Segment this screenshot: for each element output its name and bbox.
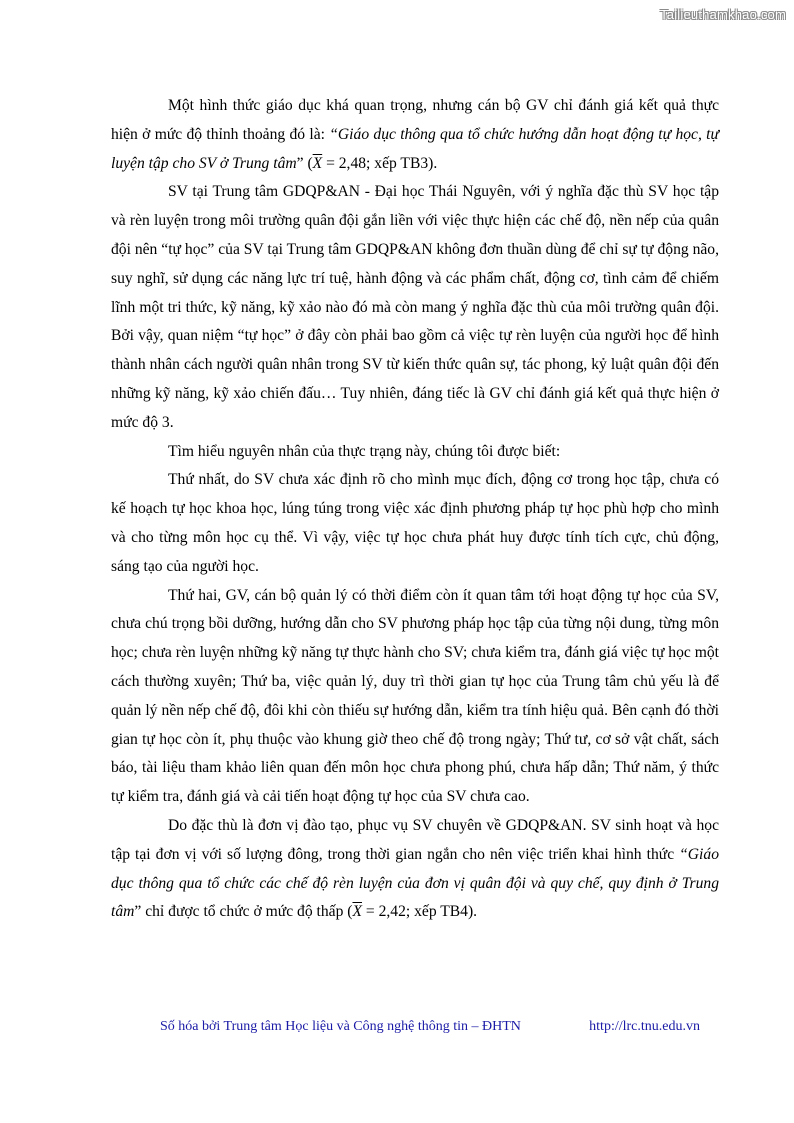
paragraph-6 xyxy=(111,812,719,927)
paragraph-3: Tìm hiểu nguyên nhân của thực trạng này, chúng tôi được biết: xyxy=(168,442,561,460)
footer-link[interactable]: http://lrc.tnu.edu.vn xyxy=(589,1019,700,1034)
paragraph-5: Thứ hai, GV, cán bộ quản lý có thời điểm còn ít quan tâm tới hoạt động tự học của SV, chưa chú trọng bồi dưỡng, hướng dẫn cho SV phương pháp học tập của từng nội dung, từng môn học; chưa rèn luyện những kỹ năng tự thực hành cho SV; chưa kiểm tra, đánh giá việc tự học một cách thường xuyên; Thứ ba, việc quản lý, duy trì thời gian tự học của Trung tâm chủ yếu là để quản lý nền nếp chế độ, đôi khi còn thiếu sự hướng dẫn, kiểm tra tính hiệu quả. Bên cạnh đó thời gian tự học còn ít, phụ thuộc vào khung giờ theo chế độ trong ngày; Thứ tư, cơ sở vật chất, sách báo, tài liệu tham khảo liên quan đến môn học chưa phong phú, chưa hấp dẫn; Thứ năm, ý thức tự kiểm tra, đánh giá và cải tiến hoạt động tự học của SV chưa cao. xyxy=(111,586,719,806)
p1-value: = 2,48; xếp TB3). xyxy=(322,154,438,172)
footer-credit: Số hóa bởi Trung tâm Học liệu và Công nghệ thông tin – ĐHTN xyxy=(160,1019,521,1034)
watermark: Tailieuthamkhao.com xyxy=(660,7,786,22)
mean-symbol: $\overline{X}$ xyxy=(312,154,323,172)
mean-symbol: $\overline{X}$ xyxy=(352,903,362,921)
paragraph-4: Thứ nhất, do SV chưa xác định rõ cho mình mục đích, động cơ trong học tập, chưa có kế hoạch tự học khoa học, lúng túng trong việc xác định phương pháp tự học phù hợp cho mình và cho từng môn học cụ thể. Vì vậy, việc tự học chưa phát huy được tính tích cực, chủ động, sáng tạo của người học. xyxy=(111,471,719,575)
p1-text-2: ” ( xyxy=(296,154,313,172)
p6-quote: “Giáo dục thông qua tổ chức các chế độ rèn luyện của đơn vị quân đội và quy chế, quy định ở Trung tâm xyxy=(111,845,719,921)
p1-quote: “Giáo dục thông qua tổ chức hướng dẫn hoạt động tự học, tự luyện tập cho SV ở Trung tâm xyxy=(111,125,719,172)
document-body xyxy=(111,92,719,927)
page-footer xyxy=(160,1019,700,1035)
p6-text: Do đặc thù là đơn vị đào tạo, phục vụ SV chuyên về GDQP&AN. SV sinh hoạt và học tập tại đơn vị với số lượng đông, trong thời gian ngắn cho nên việc triển khai hình thức xyxy=(111,816,719,863)
p6-value: = 2,42; xếp TB4). xyxy=(362,903,478,921)
paragraph-2: SV tại Trung tâm GDQP&AN - Đại học Thái Nguyên, với ý nghĩa đặc thù SV học tập và rèn luyện trong môi trường quân đội gắn liền với việc thực hiện các chế độ, nền nếp của quân đội nên “tự học” của SV tại Trung tâm GDQP&AN không đơn thuần dùng để chỉ sự tự động não, suy nghĩ, sử dụng các năng lực trí tuệ, hành động và các phẩm chất, động cơ, tình cảm để chiếm lĩnh một tri thức, kỹ năng, kỹ xảo nào đó mà còn mang ý nghĩa đặc thù của môi trường quân đội. Bởi vậy, quan niệm “tự học” ở đây còn phải bao gồm cả việc tự rèn luyện của người học để hình thành nhân cách người quân nhân trong SV từ kiến thức quân sự, tác phong, kỷ luật quân đội đến những kỹ năng, kỹ xảo chiến đấu… Tuy nhiên, đáng tiếc là GV chỉ đánh giá kết quả thực hiện ở mức độ 3. xyxy=(111,183,719,431)
paragraph-1 xyxy=(111,92,719,178)
p6-text-2: ” chỉ được tổ chức ở mức độ thấp ( xyxy=(134,903,353,921)
p1-text: Một hình thức giáo dục khá quan trọng, nhưng cán bộ GV chỉ đánh giá kết quả thực hiện ở mức độ thỉnh thoảng đó là: xyxy=(111,97,719,143)
